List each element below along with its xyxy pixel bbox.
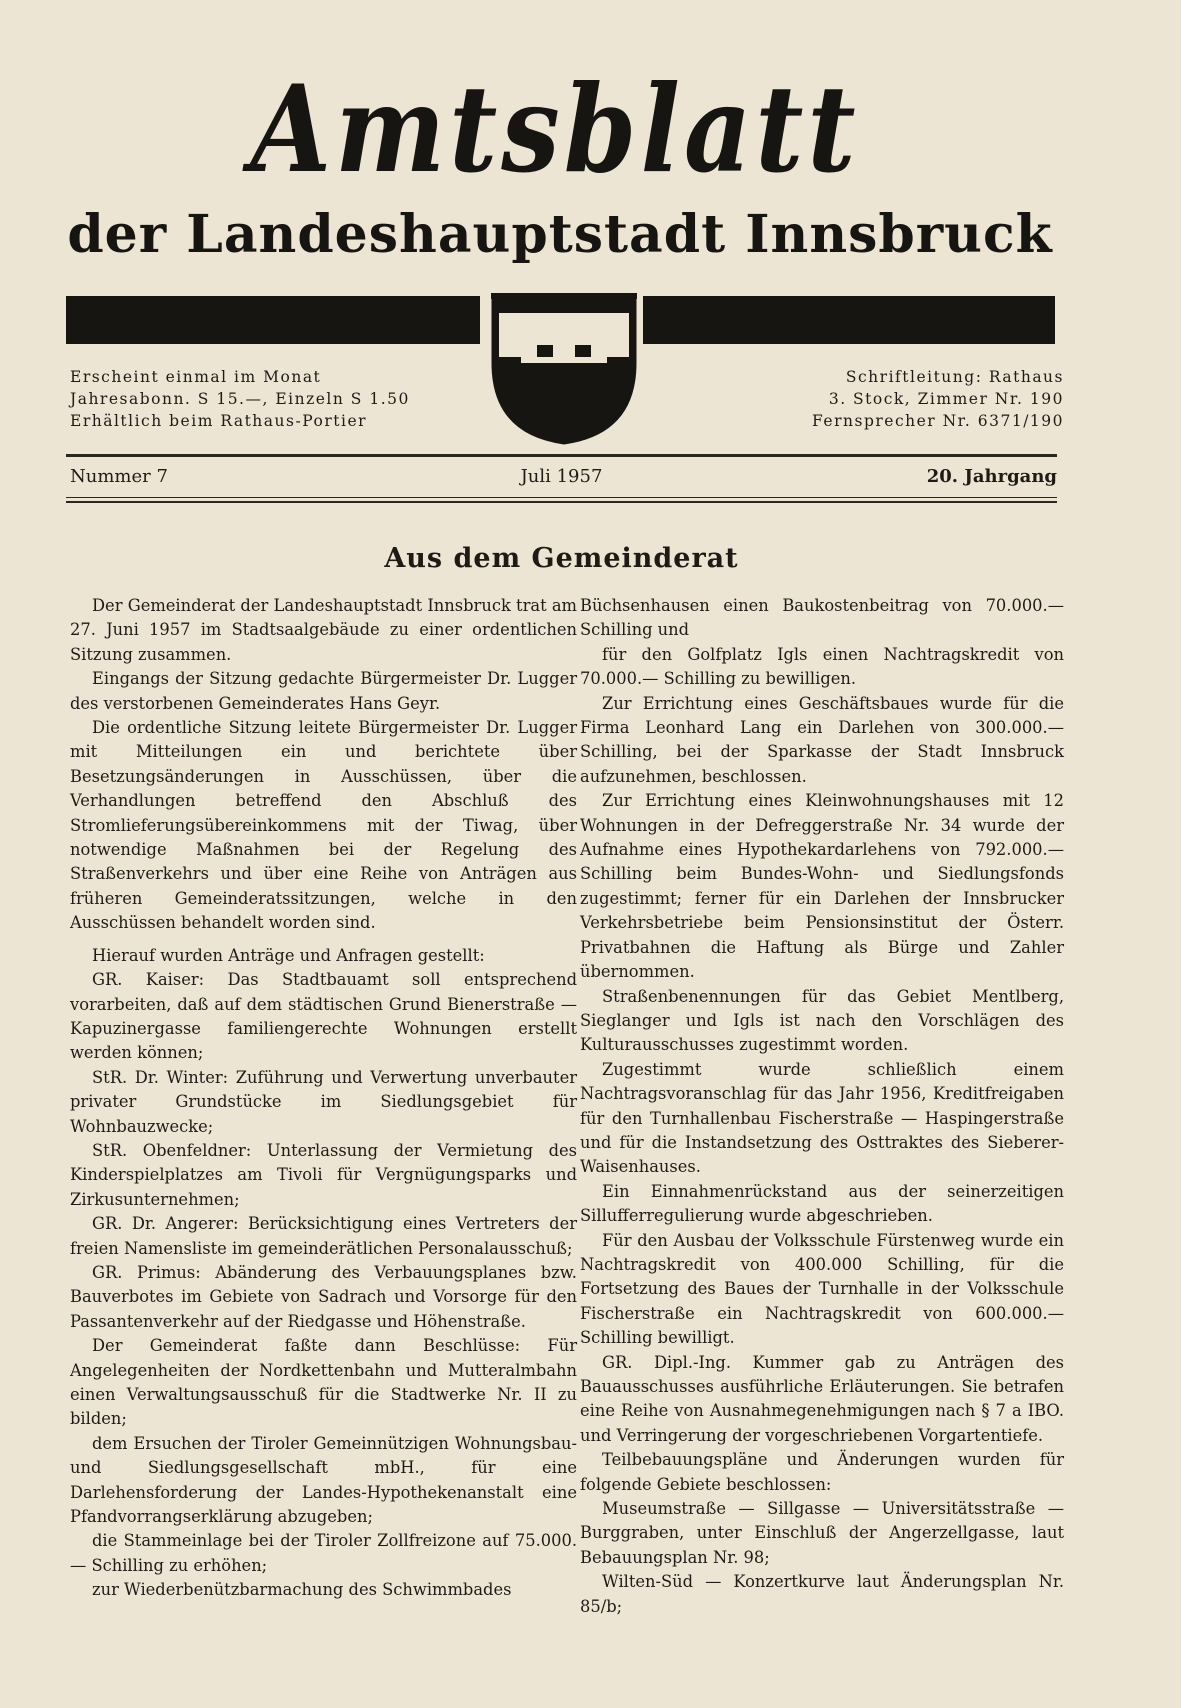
paragraph: dem Ersuchen der Tiroler Gemeinnützigen Wohnungsbau- und Siedlungsgesellschaft mbH., für eine Darlehensforderung der Landes-Hypothekenanstalt eine Pfandvorrangserklärung abzugeben; — [70, 1433, 577, 1527]
paragraph: StR. Dr. Winter: Zuführung und Verwertung unverbauter privater Grundstücke im Siedlungsgebiet für Wohnbauzwecke; — [70, 1067, 577, 1136]
paragraph: Ein Einnahmenrückstand aus der seinerzeitigen Sillufferregulierung wurde abgeschrieben. — [580, 1181, 1064, 1226]
masthead-subtitle: der Landeshauptstadt Innsbruck — [67, 204, 1053, 265]
masthead-bar-left — [66, 296, 480, 344]
paragraph: Wilten-Süd — Konzertkurve laut Änderungsplan Nr. 85/b; — [580, 1572, 1064, 1616]
article-column-right — [580, 594, 1064, 1619]
info-line: Erscheint einmal im Monat — [70, 368, 322, 386]
paragraph: Zugestimmt wurde schließlich einem Nachtragsvoranschlag für das Jahr 1956, Kreditfreigaben für den Turnhallenbau Fischerstraße — Haspingerstraße und für die Instandsetzung des Osttraktes des Sieberer-Waisenhauses. — [580, 1059, 1064, 1177]
issue-number: Nummer 7 — [70, 466, 168, 487]
divider — [66, 501, 1057, 503]
paragraph: Zur Errichtung eines Kleinwohnungshauses mit 12 Wohnungen in der Defreggerstraße Nr. 34 wurde der Aufnahme eines Hypothekardarlehens von 792.000.— Schilling beim Bundes-Wohn- und Siedlungsfonds zugestimmt; ferner für ein Darlehen der Innsbrucker Verkehrsbetriebe beim Pensionsinstitut der Österr. Privatbahnen die Haftung als Bürge und Zahler übernommen. — [580, 791, 1064, 982]
editorial-info — [664, 366, 1064, 432]
paragraph: StR. Obenfeldner: Unterlassung der Vermietung des Kinderspielplatzes am Tivoli für Vergnügungsparks und Zirkusunternehmen; — [70, 1140, 577, 1209]
paragraph: GR. Dr. Angerer: Berücksichtigung eines Vertreters der freien Namensliste im gemeinderätlichen Personalausschuß; — [70, 1214, 577, 1258]
paragraph: Eingangs der Sitzung gedachte Bürgermeister Dr. Lugger des verstorbenen Gemeinderates Hans Geyr. — [70, 669, 577, 713]
paragraph: Die ordentliche Sitzung leitete Bürgermeister Dr. Lugger mit Mitteilungen ein und berichtete über Besetzungsänderungen in Ausschüssen, über die Verhandlungen betreffend den Abschluß des Stromlieferungsübereinkommens mit der Tiwag, über notwendige Maßnahmen bei der Regelung des Straßenverkehrs und über eine Reihe von Anträgen aus früheren Gemeinderatssitzungen, welche in den Ausschüssen behandelt worden sind. — [70, 718, 577, 933]
issue-date: Juli 1957 — [520, 466, 603, 487]
paragraph: zur Wiederbenützbarmachung des Schwimmbades — [92, 1580, 512, 1600]
paragraph: für den Golfplatz Igls einen Nachtragskredit von 70.000.— Schilling zu bewilligen. — [580, 644, 1064, 689]
paragraph: Der Gemeinderat faßte dann Beschlüsse: Für Angelegenheiten der Nordkettenbahn und Mutteralmbahn einen Verwaltungsausschuß für die Stadtwerke Nr. II zu bilden; — [70, 1336, 577, 1429]
paragraph: Der Gemeinderat der Landeshauptstadt Innsbruck trat am 27. Juni 1957 im Stadtsaalgebäude zu einer ordentlichen Sitzung zusammen. — [70, 596, 577, 664]
paragraph: die Stammeinlage bei der Tiroler Zollfreizone auf 75.000.— Schilling zu erhöhen; — [70, 1531, 577, 1575]
paragraph: Teilbebauungspläne und Änderungen wurden für folgende Gebiete beschlossen: — [580, 1450, 1064, 1494]
info-line: 3. Stock, Zimmer Nr. 190 — [828, 390, 1064, 408]
article-column-left — [70, 594, 577, 1603]
masthead-bar-right — [643, 296, 1055, 344]
issue-volume: 20. Jahrgang — [926, 466, 1057, 487]
paragraph: GR. Primus: Abänderung des Verbauungsplanes bzw. Bauverbotes im Gebiete von Sadrach und Vorsorge für den Passantenverkehr auf der Riedgasse und Höhenstraße. — [70, 1262, 577, 1331]
paragraph: Museumstraße — Sillgasse — Universitätsstraße — Burggraben, unter Einschluß der Angerzellgasse, laut Bebauungsplan Nr. 98; — [580, 1499, 1064, 1567]
paragraph: Zur Errichtung eines Geschäftsbaues wurde für die Firma Leonhard Lang ein Darlehen von 300.000.— Schilling, bei der Sparkasse der Stadt Innsbruck aufzunehmen, beschlossen. — [580, 693, 1064, 786]
section-title: Aus dem Gemeinderat — [384, 543, 739, 574]
paragraph: Straßenbenennungen für das Gebiet Mentlberg, Sieglanger und Igls ist nach den Vorschlägen des Kulturausschusses zugestimmt worden. — [580, 986, 1064, 1055]
paragraph: Büchsenhausen einen Baukostenbeitrag von 70.000.— Schilling und — [580, 596, 1064, 640]
coat-of-arms-icon — [491, 293, 637, 445]
issue-line — [66, 466, 1057, 494]
paragraph: GR. Dipl.-Ing. Kummer gab zu Anträgen des Bauausschusses ausführliche Erläuterungen. Sie betrafen eine Reihe von Ausnahmegenehmigungen nach § 7 a IBO. und Verringerung der vorgeschriebenen Vorgartentiefe. — [580, 1352, 1064, 1445]
paragraph: Für den Ausbau der Volksschule Fürstenweg wurde ein Nachtragskredit von 400.000 Schilling, für die Fortsetzung des Baues der Turnhalle in der Volksschule Fischerstraße ein Nachtragskredit von 600.000.— Schilling bewilligt. — [580, 1230, 1064, 1348]
divider — [66, 497, 1057, 498]
info-line: Fernsprecher Nr. 6371/190 — [812, 412, 1064, 430]
info-line: Jahresabonn. S 15.—, Einzeln S 1.50 — [70, 390, 410, 408]
paragraph: Hierauf wurden Anträge und Anfragen gestellt: — [92, 945, 485, 965]
paragraph: GR. Kaiser: Das Stadtbauamt soll entsprechend vorarbeiten, daß auf dem städtischen Grund Bienerstraße — Kapuzinergasse familiengerechte Wohnungen erstellt werden können; — [70, 970, 577, 1063]
masthead-title: Amtsblatt — [250, 58, 860, 200]
divider — [66, 454, 1057, 457]
info-line: Erhältlich beim Rathaus-Portier — [70, 412, 368, 430]
info-line: Schriftleitung: Rathaus — [845, 368, 1064, 386]
subscription-info — [70, 366, 460, 432]
